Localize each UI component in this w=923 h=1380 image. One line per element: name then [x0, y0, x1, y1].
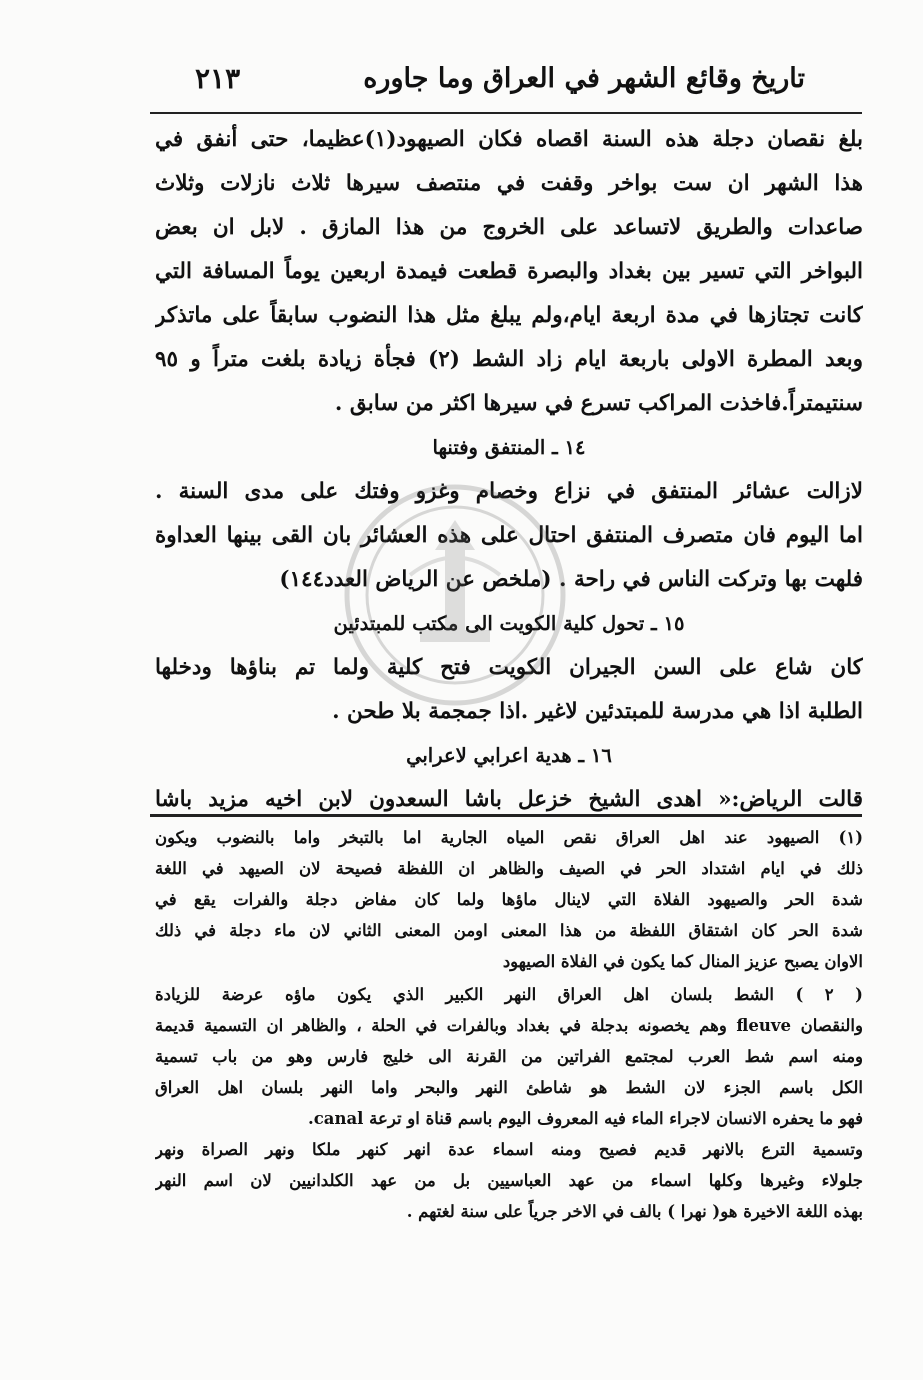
- section-heading: ١٤ ـ المنتفق وفتنها: [432, 436, 586, 459]
- footnote-line: ذلك في ايام اشتداد الحر في الصيف والظاهر ان اللفظة فصيحة لان الصيهد في اللغة: [155, 859, 863, 878]
- section-line: اما اليوم فان متصرف المنتفق احتال على هذه العشائر بان القى بينها العداوة: [155, 523, 863, 548]
- footnotes: [155, 822, 863, 1227]
- running-title: تاريخ وقائع الشهر في العراق وما جاوره: [363, 62, 805, 94]
- section-line: قالت الرياض:« اهدى الشيخ خزعل باشا السعدون لابن اخيه مزيد باشا: [155, 787, 863, 812]
- main-line: بلغ نقصان دجلة هذه السنة اقصاه فكان الصيهود(١)عظيما، حتى أنفق في: [155, 127, 863, 152]
- footnote-line: شدة الحر والصيهود الفلاة التي لاينال ماؤها ولما كان مفاض دجلة والفرات يقع في: [155, 890, 863, 909]
- main-line: هذا الشهر ان ست بواخر وقفت في منتصف سيرها ثلاث نازلات وثلاث: [155, 171, 863, 196]
- footnote-line: بهذه اللغة الاخيرة هو( نهرا ) بالف في الاخر جرياً على سنة لغتهم .: [406, 1202, 863, 1221]
- footnote-line: الاوان يصبح عزيز المنال كما يكون في الفلاة الصيهود: [502, 952, 863, 971]
- main-line: صاعدات والطريق لاتساعد على الخروج من هذا المازق . لابل ان بعض: [155, 215, 863, 240]
- section-line: كان شاع على السن الجيران الكويت فتح كلية ولما تم بناؤها ودخلها: [155, 655, 863, 680]
- header-rule: [150, 112, 862, 114]
- main-text: [155, 118, 863, 822]
- section-heading: ١٦ ـ هدية اعرابي لاعرابي: [406, 744, 612, 767]
- footnote-line: الكل باسم الجزء لان الشط هو شاطئ النهر والبحر واما النهر بلسان اهل العراق: [155, 1078, 863, 1097]
- footnote-rule: [150, 814, 862, 817]
- running-header: [195, 58, 805, 98]
- footnote-line: والنقصان fleuve وهم يخصونه بدجلة في بغداد وبالفرات في الحلة ، والظاهر ان التسمية قديمة: [155, 1016, 863, 1035]
- main-line: البواخر التي تسير بين بغداد والبصرة قطعت فيمدة اربعين يوماً المسافة التي: [155, 259, 863, 284]
- section-line: الطلبة اذا هي مدرسة للمبتدئين لاغير .اذا جمجمة بلا طحن .: [332, 699, 863, 724]
- section-line: فلهت بها وتركت الناس في راحة . (ملخص عن الرياض العدد١٤٤): [279, 567, 863, 592]
- main-line: كانت تجتازها في مدة اربعة ايام،ولم يبلغ مثل هذا النضوب سابقاً على ماتذكر: [155, 303, 863, 328]
- footnote-line: جلولاء وغيرها وكلها اسماء من عهد العباسيين بل من عهد الكلدانيين لان اسم النهر: [155, 1171, 863, 1190]
- main-line: وبعد المطرة الاولى باربعة ايام زاد الشط (٢) فجأة زيادة بلغت متراً و ٩٥: [155, 347, 863, 372]
- footnote-line: (١) الصيهود عند اهل العراق نقص المياه الجارية اما بالتبخر واما بالنضوب ويكون: [155, 828, 863, 847]
- page-number: ٢١٣: [195, 61, 241, 95]
- footnote-line: ومنه اسم شط العرب لمجتمع الفراتين من القرنة الى خليج فارس وهو من باب تسمية: [155, 1047, 863, 1066]
- main-line: سنتيمتراً.فاخذت المراكب تسرع في سيرها اكثر من سابق .: [334, 391, 863, 416]
- footnote-line: شدة الحر كان اشتقاق اللفظة من هذا المعنى اومن المعنى الثاني لان ماء دجلة في ذلك: [155, 921, 863, 940]
- footnote-line: فهو ما يحفره الانسان لاجراء الماء فيه المعروف اليوم باسم قناة او ترعة canal.: [307, 1109, 863, 1128]
- section-line: لازالت عشائر المنتفق في نزاع وخصام وغزو وفتك على مدى السنة .: [155, 479, 863, 504]
- footnote-line: ( ٢ ) الشط بلسان اهل العراق النهر الكبير الذي يكون ماؤه عرضة للزيادة: [155, 985, 863, 1004]
- section-heading: ١٥ ـ تحول كلية الكويت الى مكتب للمبتدئين: [333, 612, 685, 635]
- footnote-line: وتسمية الترع بالانهر قديم فصيح ومنه اسماء عدة انهر كنهر ملكا ونهر الصراة ونهر: [155, 1140, 863, 1159]
